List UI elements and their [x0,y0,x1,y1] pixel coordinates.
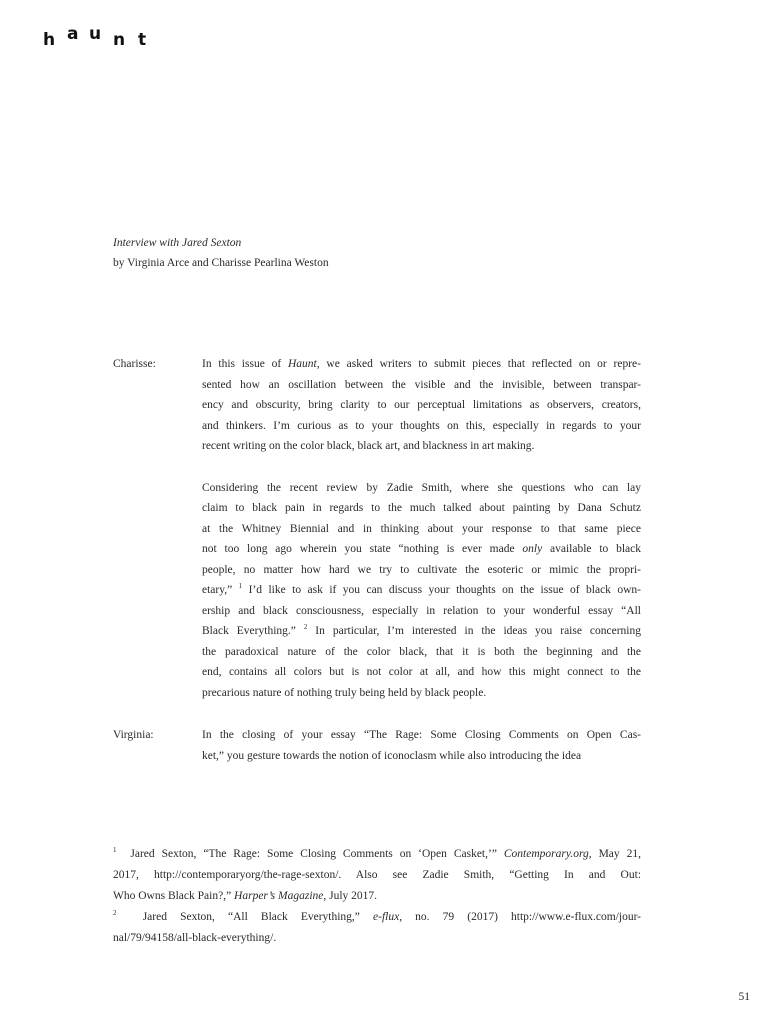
page-number: 51 [738,991,750,1003]
text-line: people, no matter how hard we try to cultivate the esoteric or mimic the propri- [202,563,641,576]
text-line: ket,” you gesture towards the notion of iconoclasm while also introducing the idea [202,749,582,762]
entry-body [202,725,641,766]
footnote-ref: 2 [303,623,308,631]
article-heading [113,233,329,273]
text-line: the paradoxical nature of the color black, that it is both the beginning and the [202,645,641,658]
paragraph [202,354,641,457]
logo-letter-t: t [138,30,147,50]
logo-letter-u: u [89,24,102,44]
footnote-number: 1 [113,846,117,854]
footnote-line: $^2$ Jared Sexton, “All Black Everything,” e-flux, no. 79 (2017) http://www.e-flux.com/jour- [113,909,641,923]
footnote-number: 2 [113,909,117,917]
paragraph [202,725,641,766]
text-line: claim to black pain in regards to the much talked about painting by Dana Schutz [202,502,641,514]
text-line: and thinkers. I’m curious as to your thoughts on this, especially in regards to your [202,419,641,432]
text-line: precarious nature of nothing truly being held by black people. [202,686,487,699]
footnote-2 [113,907,641,949]
footnote-line: Who Owns Black Pain?,” Harper’s Magazine, July 2017. [113,890,378,902]
article-title: Interview with Jared Sexton [113,237,242,249]
footnote-1 [113,844,641,907]
logo-letter-a: a [67,24,79,44]
footnote-ref: 1 [238,582,243,590]
text-line: etary,” $^1$ I’d like to ask if you can discuss your thoughts on the issue of black own- [202,582,642,596]
speaker-label: Virginia: [113,729,154,741]
text-line: Considering the recent review by Zadie Smith, where she questions who can lay [202,481,641,494]
article-byline: by Virginia Arce and Charisse Pearlina Weston [113,257,329,269]
footnote-line: $^1$ Jared Sexton, “The Rage: Some Closing Comments on ‘Open Casket,’” Contemporary.org, May 21, [113,846,641,860]
text-line: end, contains all colors but is not color at all, and how this might connect to the [202,666,641,678]
text-line: In the closing of your essay “The Rage: Some Closing Comments on Open Cas- [202,729,641,741]
logo-letter-h: h [43,30,56,50]
footnote-line: 2017, http://contemporaryorg/the-rage-sexton/. Also see Zadie Smith, “Getting In and Out: [113,869,641,881]
entry-body [202,354,641,703]
text-line: Black Everything.” $^2$ In particular, I’m interested in the ideas you raise concerning [202,623,642,637]
text-line: at the Whitney Biennial and in thinking about your response to that same piece [202,522,641,535]
text-line: In this issue of Haunt, we asked writers to submit pieces that reflected on or repre- [202,358,641,370]
text-line: sented how an oscillation between the visible and the invisible, between transpar- [202,378,641,391]
paragraph [202,478,641,704]
text-line: ership and black consciousness, especially in relation to your wonderful essay “All [202,604,641,617]
footnotes [113,844,641,949]
haunt-logo [43,24,163,52]
text-line: not too long ago wherein you state “nothing is ever made only available to black [202,543,641,555]
text-line: ency and obscurity, bring clarity to our perceptual limitations as observers, creators, [202,399,641,411]
speaker-label: Charisse: [113,358,156,370]
text-line: recent writing on the color black, black art, and blackness in art making. [202,440,535,452]
footnote-line: nal/79/94158/all-black-everything/. [113,932,277,944]
logo-letter-n: n [113,30,126,50]
